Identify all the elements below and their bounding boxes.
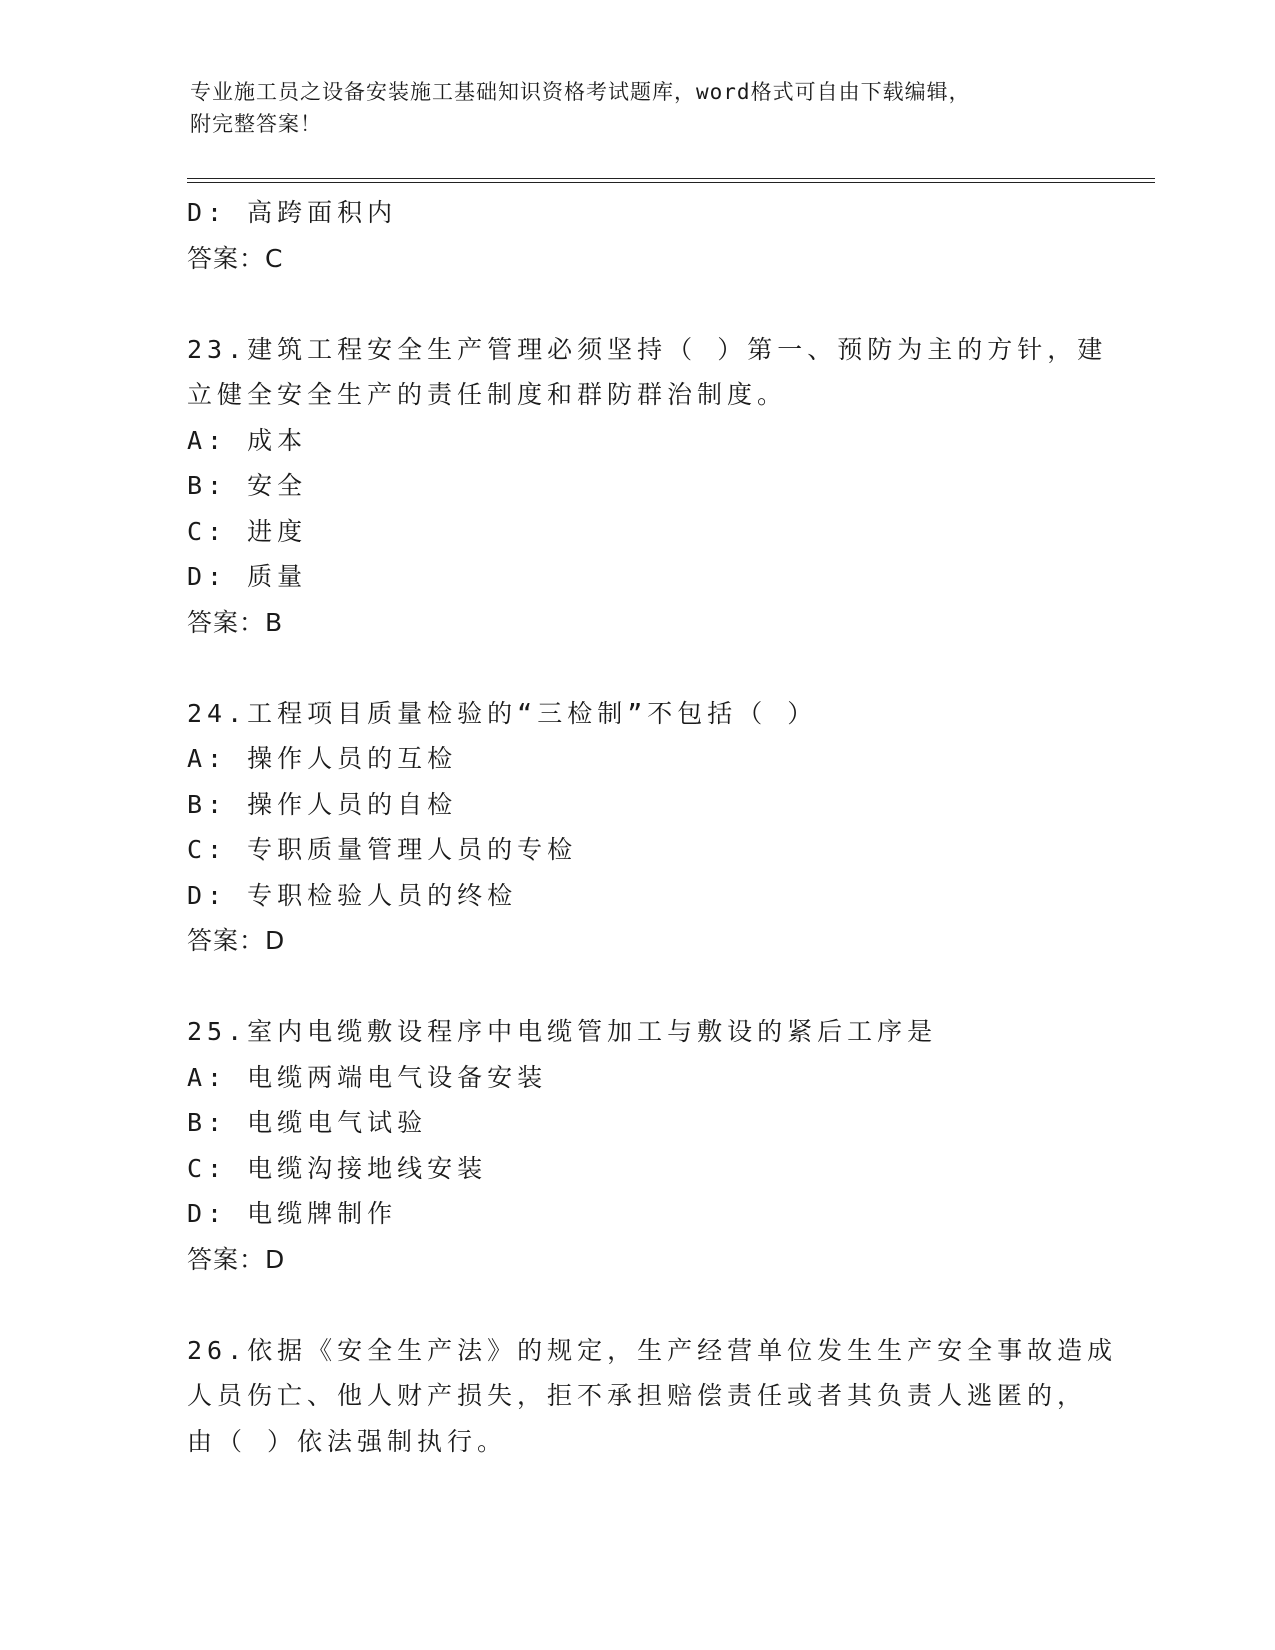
question-block: [187, 327, 1108, 646]
option-d: D: 质量: [187, 562, 308, 591]
option-a: A: 电缆两端电气设备安装: [187, 1062, 548, 1092]
option-b: B: 安全: [187, 471, 308, 500]
option-b: B: 操作人员的自检: [187, 789, 458, 819]
header-line-1: 专业施工员之设备安装施工基础知识资格考试题库，word格式可自由下载编辑，: [190, 80, 971, 104]
question-text: 立健全安全生产的责任制度和群防群治制度。: [187, 380, 788, 409]
question-text: 26.依据《安全生产法》的规定，生产经营单位发生生产安全事故造成: [187, 1335, 1118, 1365]
question-text: 23.建筑工程安全生产管理必须坚持（ ）第一、预防为主的方针，建: [187, 334, 1108, 364]
question-text: 24.工程项目质量检验的“三检制”不包括（ ）: [187, 698, 818, 728]
question-block: [187, 1009, 1087, 1282]
question-text: 25.室内电缆敷设程序中电缆管加工与敷设的紧后工序是: [187, 1017, 938, 1046]
question-text: 由（ ）依法强制执行。: [187, 1426, 508, 1456]
document-header: [190, 76, 1090, 140]
answer-line: 答案：B: [187, 607, 284, 637]
option-a: A: 操作人员的互检: [187, 744, 458, 773]
answer-line: 答案：C: [187, 243, 284, 273]
header-double-rule: [187, 178, 1155, 183]
option-c: C: 电缆沟接地线安装: [187, 1153, 488, 1183]
question-text: 人员伤亡、他人财产损失，拒不承担赔偿责任或者其负责人逃匿的，: [187, 1381, 1088, 1410]
option-c: C: 专职质量管理人员的专检: [187, 835, 578, 864]
option-d: D: 高跨面积内: [187, 198, 398, 227]
question-block: [187, 1328, 1118, 1465]
question-block: [187, 691, 1087, 964]
answer-line: 答案：D: [187, 926, 286, 955]
option-d: D: 电缆牌制作: [187, 1199, 398, 1228]
option-a: A: 成本: [187, 425, 308, 455]
answer-line: 答案：D: [187, 1244, 286, 1274]
header-line-2: 附完整答案！: [190, 112, 322, 136]
option-b: B: 电缆电气试验: [187, 1108, 428, 1137]
question-content: [187, 190, 1118, 1464]
option-c: C: 进度: [187, 516, 308, 546]
option-d: D: 专职检验人员的终检: [187, 880, 518, 910]
